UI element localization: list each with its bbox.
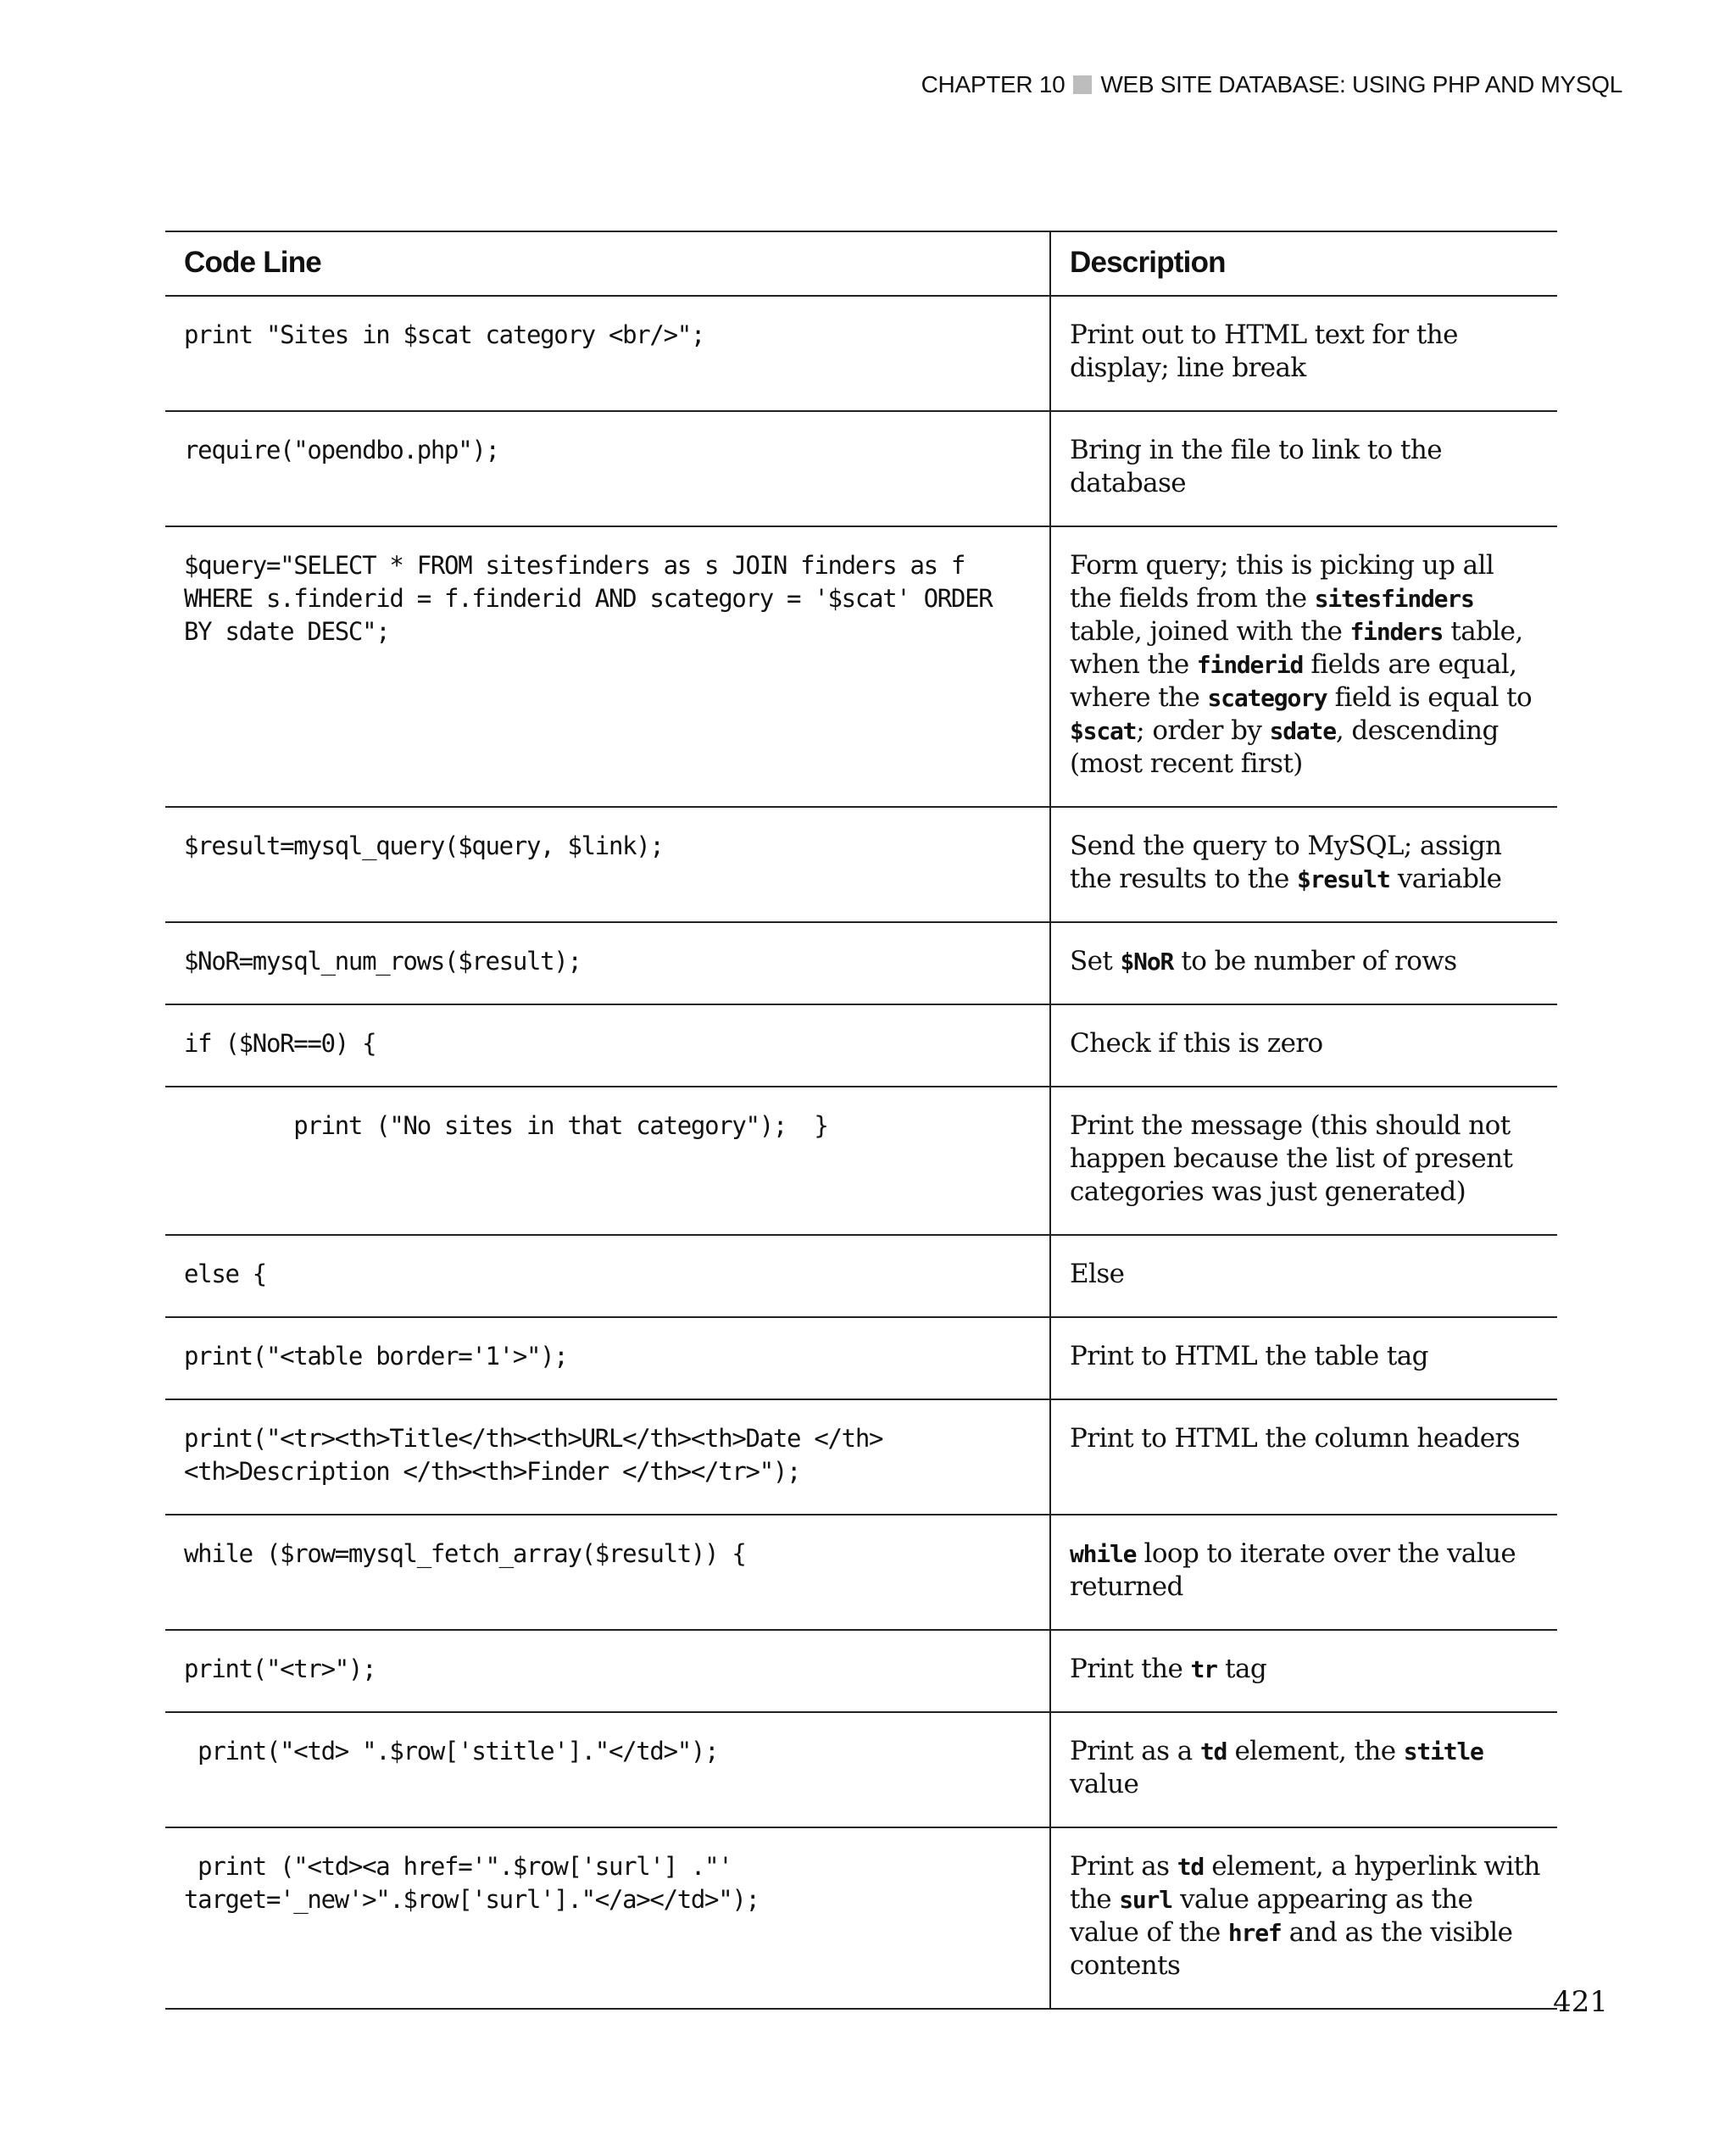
- inline-code: $NoR: [1120, 948, 1174, 976]
- table-row: [165, 807, 1557, 922]
- table-row: [165, 1515, 1557, 1630]
- description-cell: [1050, 1235, 1557, 1317]
- table-row: [165, 1317, 1557, 1399]
- description-text: Print as: [1070, 1851, 1177, 1882]
- square-separator-icon: [1073, 75, 1092, 94]
- inline-code: $scat: [1070, 717, 1137, 745]
- table-row: [165, 922, 1557, 1004]
- description-text: Print to HTML the table tag: [1070, 1341, 1428, 1371]
- description-text: Print the: [1070, 1654, 1191, 1684]
- code-line-cell: $NoR=mysql_num_rows($result);: [165, 922, 1050, 1004]
- inline-code: sitesfinders: [1314, 585, 1474, 613]
- table-row: [165, 1399, 1557, 1515]
- description-cell: [1050, 1087, 1557, 1235]
- description-text: value appearing as the value of the: [1070, 1884, 1473, 1948]
- code-line-cell: require("opendbo.php");: [165, 411, 1050, 526]
- description-cell: [1050, 296, 1557, 411]
- chapter-label: CHAPTER 10: [921, 71, 1066, 97]
- description-text: Set: [1070, 946, 1121, 976]
- description-text: element, a hyperlink with the: [1070, 1851, 1540, 1915]
- page-number: 421: [1553, 1985, 1608, 2019]
- description-cell: [1050, 411, 1557, 526]
- table-row: [165, 526, 1557, 807]
- inline-code: while: [1070, 1540, 1137, 1568]
- code-line-cell: print ("<td><a href='".$row['surl'] ."' target='_new'>".$row['surl']."</a></td>");: [165, 1827, 1050, 2009]
- code-line-cell: print "Sites in $scat category <br/>";: [165, 296, 1050, 411]
- table-header-row: [165, 231, 1557, 296]
- description-text: , descending (most recent first): [1070, 715, 1499, 779]
- table-row: [165, 1235, 1557, 1317]
- description-cell: [1050, 526, 1557, 807]
- table-row: [165, 411, 1557, 526]
- description-text: Print to HTML the column headers: [1070, 1423, 1520, 1454]
- description-text: fields are equal, where the: [1070, 649, 1517, 713]
- description-cell: [1050, 1399, 1557, 1515]
- table-row: [165, 296, 1557, 411]
- description-text: field is equal to: [1327, 682, 1533, 713]
- description-text: value: [1070, 1769, 1139, 1799]
- description-text: Bring in the file to link to the database: [1070, 435, 1442, 498]
- table-row: [165, 1630, 1557, 1712]
- description-text: Form query; this is picking up all the fields from the: [1070, 550, 1494, 614]
- table-row: [165, 1087, 1557, 1235]
- description-header: Description: [1050, 231, 1557, 296]
- inline-code: scategory: [1207, 684, 1327, 712]
- running-head: [921, 71, 1622, 98]
- description-cell: [1050, 922, 1557, 1004]
- code-line-cell: print("<tr>");: [165, 1630, 1050, 1712]
- code-line-cell: $query="SELECT * FROM sitesfinders as s JOIN finders as f WHERE s.finderid = f.finderid AND scategory = '$scat' ORDER BY sdate DESC";: [165, 526, 1050, 807]
- inline-code: finderid: [1196, 651, 1304, 679]
- description-text: variable: [1389, 864, 1502, 894]
- description-text: to be number of rows: [1173, 946, 1457, 976]
- code-line-cell: else {: [165, 1235, 1050, 1317]
- description-cell: [1050, 1515, 1557, 1630]
- description-text: Print the message (this should not happen because the list of present categories was just generated): [1070, 1110, 1513, 1207]
- inline-code: href: [1227, 1919, 1282, 1947]
- code-line-cell: $result=mysql_query($query, $link);: [165, 807, 1050, 922]
- code-line-cell: print("<tr><th>Title</th><th>URL</th><th>Date </th><th>Description </th><th>Finder </th></tr>");: [165, 1399, 1050, 1515]
- description-text: element, the: [1227, 1736, 1404, 1766]
- description-text: Check if this is zero: [1070, 1028, 1323, 1059]
- description-text: ; order by: [1136, 715, 1270, 746]
- description-cell: [1050, 1712, 1557, 1827]
- description-text: table, joined with the: [1070, 616, 1350, 647]
- description-cell: [1050, 1630, 1557, 1712]
- code-line-cell: while ($row=mysql_fetch_array($result)) {: [165, 1515, 1050, 1630]
- code-line-cell: if ($NoR==0) {: [165, 1004, 1050, 1087]
- inline-code: $result: [1297, 865, 1390, 893]
- table-body: [165, 296, 1557, 2009]
- description-text: table, when the: [1070, 616, 1523, 680]
- description-text: tag: [1216, 1654, 1267, 1684]
- description-cell: [1050, 807, 1557, 922]
- description-cell: [1050, 1827, 1557, 2009]
- chapter-title: WEB SITE DATABASE: USING PHP AND MYSQL: [1100, 71, 1622, 97]
- description-text: Else: [1070, 1259, 1125, 1289]
- description-text: Print out to HTML text for the display; line break: [1070, 320, 1458, 383]
- description-text: Send the query to MySQL; assign the results to the: [1070, 831, 1502, 894]
- inline-code: sdate: [1269, 717, 1336, 745]
- inline-code: surl: [1119, 1886, 1172, 1914]
- inline-code: stitle: [1403, 1738, 1483, 1766]
- inline-code: td: [1177, 1853, 1205, 1881]
- description-cell: [1050, 1004, 1557, 1087]
- table-row: [165, 1004, 1557, 1087]
- code-line-cell: print ("No sites in that category"); }: [165, 1087, 1050, 1235]
- description-text: and as the visible contents: [1070, 1917, 1513, 1981]
- code-description-table: [165, 231, 1557, 2010]
- inline-code: td: [1199, 1738, 1227, 1766]
- description-cell: [1050, 1317, 1557, 1399]
- description-text: Print as a: [1070, 1736, 1200, 1766]
- inline-code: finders: [1349, 618, 1444, 646]
- code-line-cell: print("<table border='1'>");: [165, 1317, 1050, 1399]
- table-row: [165, 1712, 1557, 1827]
- description-text: loop to iterate over the value returned: [1070, 1538, 1516, 1602]
- code-line-cell: print("<td> ".$row['stitle']."</td>");: [165, 1712, 1050, 1827]
- inline-code: tr: [1190, 1655, 1217, 1683]
- code-line-header: Code Line: [165, 231, 1050, 296]
- table-row: [165, 1827, 1557, 2009]
